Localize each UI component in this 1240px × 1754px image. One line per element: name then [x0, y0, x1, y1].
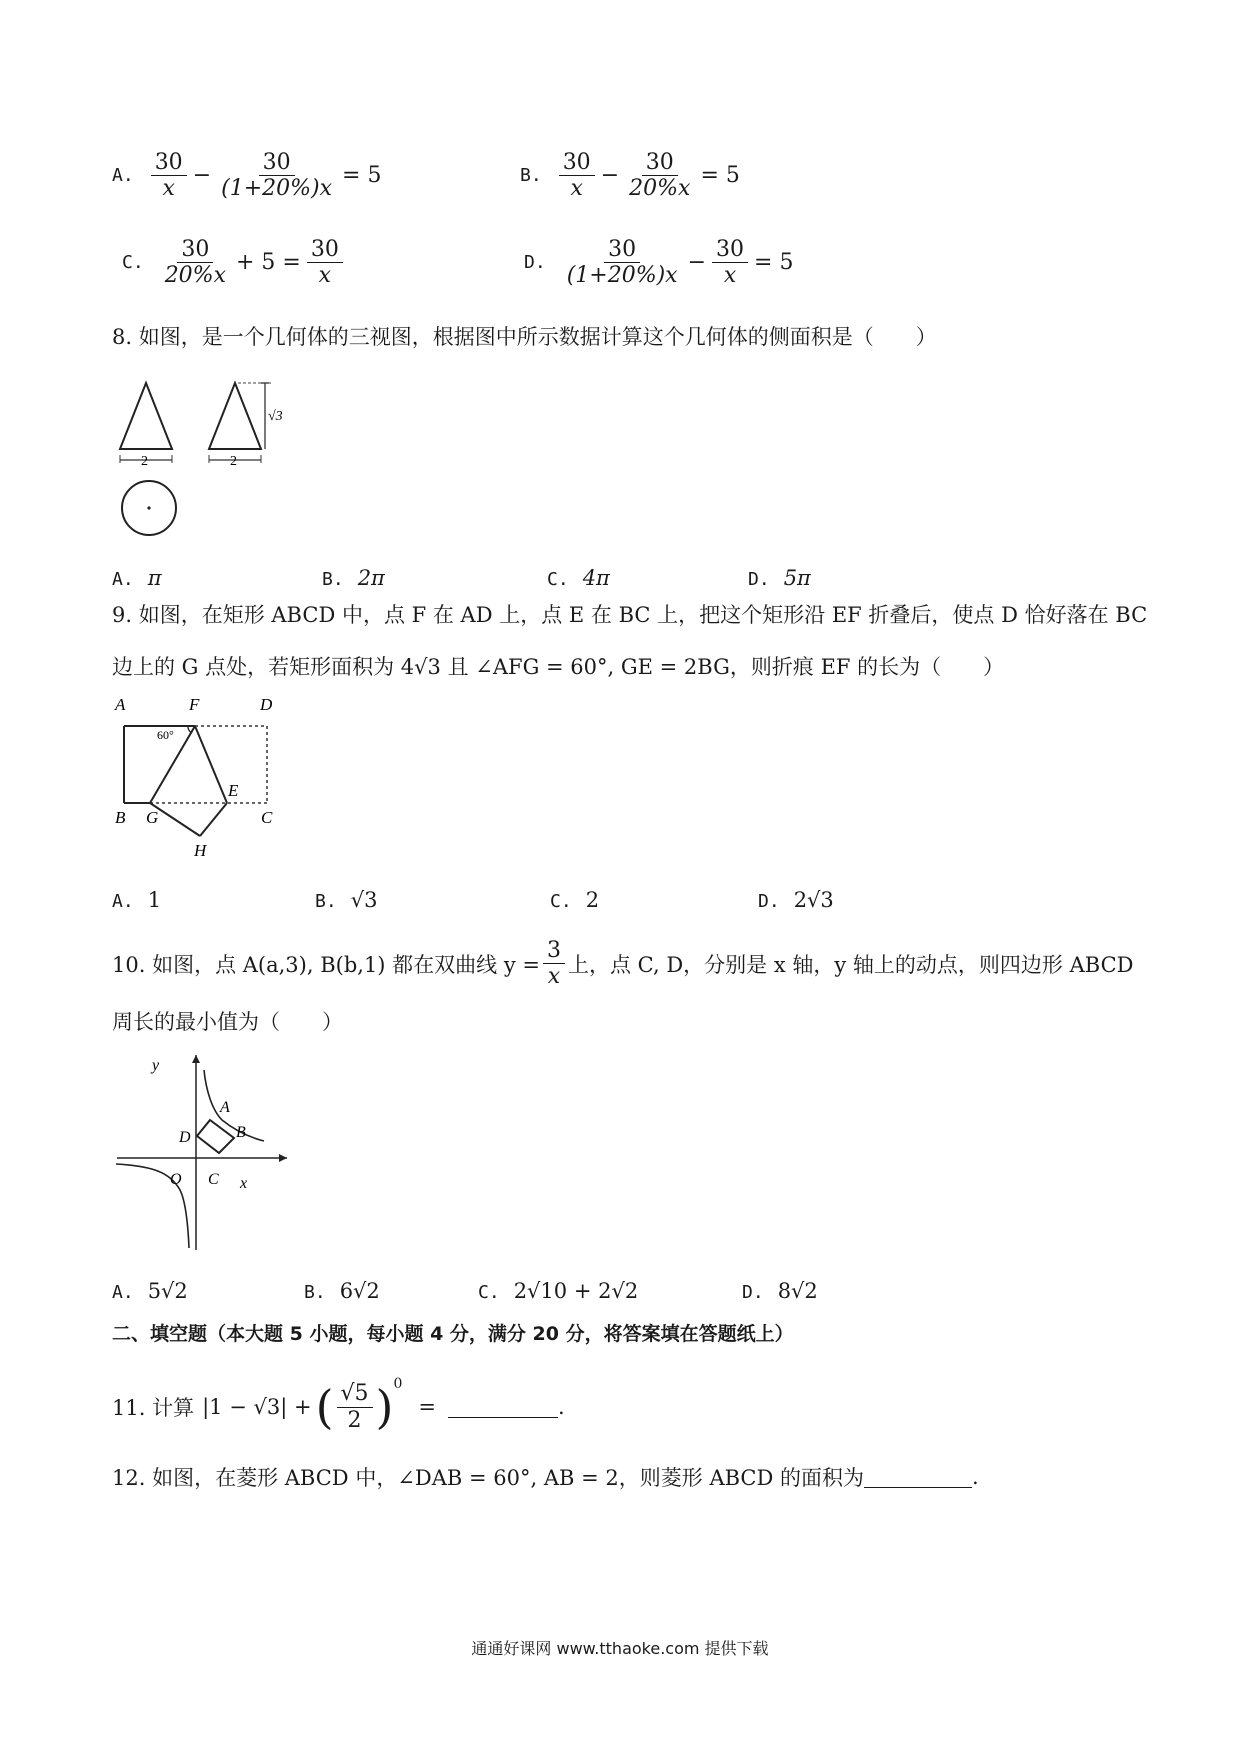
q9-question-line-1: 9. 如图，在矩形 ABCD 中，点 F 在 AD 上，点 E 在 BC 上，把这个矩形沿 EF 折叠后，使点 D 恰好落在 BC — [112, 603, 1148, 627]
q8-option-b: B. 2π — [322, 566, 385, 590]
q9-point-e: E — [228, 781, 239, 800]
q9-question-line-2: 边上的 G 点处，若矩形面积为 4√3 且 ∠AFG = 60°, GE = 2BG，则折痕 EF 的长为（ ） — [112, 655, 1005, 679]
q7-option-c: C. $\frac{30}{20\%x}$ + 5 = $\frac{30}{x}$ — [122, 237, 346, 289]
fraction: $\frac{30}{x}$ — [307, 237, 343, 289]
x-axis-label: x — [240, 1175, 248, 1192]
option-label: C. — [122, 252, 144, 274]
q10-question-line-1: 10. 如图，点 A(a,3), B(b,1) 都在双曲线 y = $\frac{3}{x}$ 上，点 C, D，分别是 x 轴，y 轴上的动点，则四边形 ABCD — [112, 938, 1134, 990]
option-label: A. — [112, 165, 134, 187]
q10-hyperbola-figure — [112, 1050, 292, 1260]
q8-three-view-figure — [115, 375, 295, 545]
fraction: $\frac{30}{x}$ — [712, 237, 748, 289]
option-label: B. — [520, 165, 542, 187]
q9-point-a: A — [115, 696, 126, 714]
q10-point-b: B — [236, 1124, 246, 1141]
q10-question-line-2: 周长的最小值为（ ） — [112, 1010, 343, 1034]
q10-point-a: A — [220, 1099, 230, 1116]
q8-width-label-side: 2 — [230, 454, 237, 469]
q9-option-c: C. 2 — [550, 888, 600, 912]
exponent: 0 — [393, 1376, 403, 1392]
q8-option-d: D. 5π — [748, 566, 811, 590]
fraction: $\frac{3}{x}$ — [543, 938, 565, 990]
fraction: $\frac{√5}{2}$ — [337, 1381, 373, 1433]
q7-option-b: B. $\frac{30}{x}$ − $\frac{30}{20\%x}$ = 5 — [520, 150, 740, 202]
q9-folded-rectangle-figure — [112, 696, 292, 866]
q9-option-d: D. 2√3 — [758, 888, 834, 912]
q10-point-c: C — [208, 1171, 219, 1188]
q9-angle-label: 60° — [157, 728, 174, 742]
q12-answer-blank[interactable] — [864, 1467, 972, 1488]
q8-question-text: 8. 如图，是一个几何体的三视图，根据图中所示数据计算这个几何体的侧面积是（ ） — [112, 325, 937, 349]
page-footer: 通通好课网 www.tthaoke.com 提供下载 — [471, 1639, 769, 1658]
fraction: $\frac{30}{20\%x}$ — [629, 150, 691, 202]
fraction: $\frac{30}{x}$ — [151, 150, 187, 202]
q12-question: 12. 如图，在菱形 ABCD 中，∠DAB = 60°, AB = 2，则菱形 ABCD 的面积为 . — [112, 1465, 979, 1490]
q7-option-a: A. $\frac{30}{x}$ − $\frac{30}{(1+20\%)x}$ = 5 — [112, 150, 382, 202]
q9-option-b: B. √3 — [315, 888, 378, 912]
q8-option-a: A. π — [112, 566, 162, 590]
q9-point-d: D — [260, 696, 273, 714]
q8-option-c: C. 4π — [547, 566, 610, 590]
q10-option-b: B. 6√2 — [304, 1279, 380, 1303]
q11-question: 11. 计算 |1 − √3| + ( $\frac{√5}{2}$ ) 0 = . — [112, 1376, 565, 1434]
q10-option-c: C. 2√10 + 2√2 — [478, 1279, 639, 1303]
fraction: $\frac{30}{20\%x}$ — [164, 237, 226, 289]
q8-height-label: √3 — [268, 409, 283, 424]
origin-label: O — [170, 1171, 182, 1188]
option-label: D. — [524, 252, 546, 274]
fraction: $\frac{30}{(1+20\%)x}$ — [566, 237, 678, 289]
q10-point-d: D — [179, 1129, 191, 1146]
q9-point-f: F — [189, 696, 200, 714]
q11-answer-blank[interactable] — [448, 1397, 558, 1418]
q10-option-d: D. 8√2 — [742, 1279, 818, 1303]
fraction: $\frac{30}{x}$ — [559, 150, 595, 202]
q9-point-g: G — [146, 808, 159, 827]
q10-option-a: A. 5√2 — [112, 1279, 188, 1303]
q7-option-d: D. $\frac{30}{(1+20\%)x}$ − $\frac{30}{x}$ = 5 — [524, 237, 794, 289]
fraction: $\frac{30}{(1+20\%)x}$ — [221, 150, 333, 202]
q9-point-h: H — [194, 841, 207, 860]
q9-point-c: C — [261, 808, 273, 827]
q9-point-b: B — [115, 808, 126, 827]
q9-option-a: A. 1 — [112, 888, 162, 912]
q8-width-label-front: 2 — [141, 454, 148, 469]
section-heading-fill-in: 二、填空题（本大题 5 小题，每小题 4 分，满分 20 分，将答案填在答题纸上） — [112, 1323, 794, 1345]
y-axis-label: y — [152, 1057, 160, 1074]
